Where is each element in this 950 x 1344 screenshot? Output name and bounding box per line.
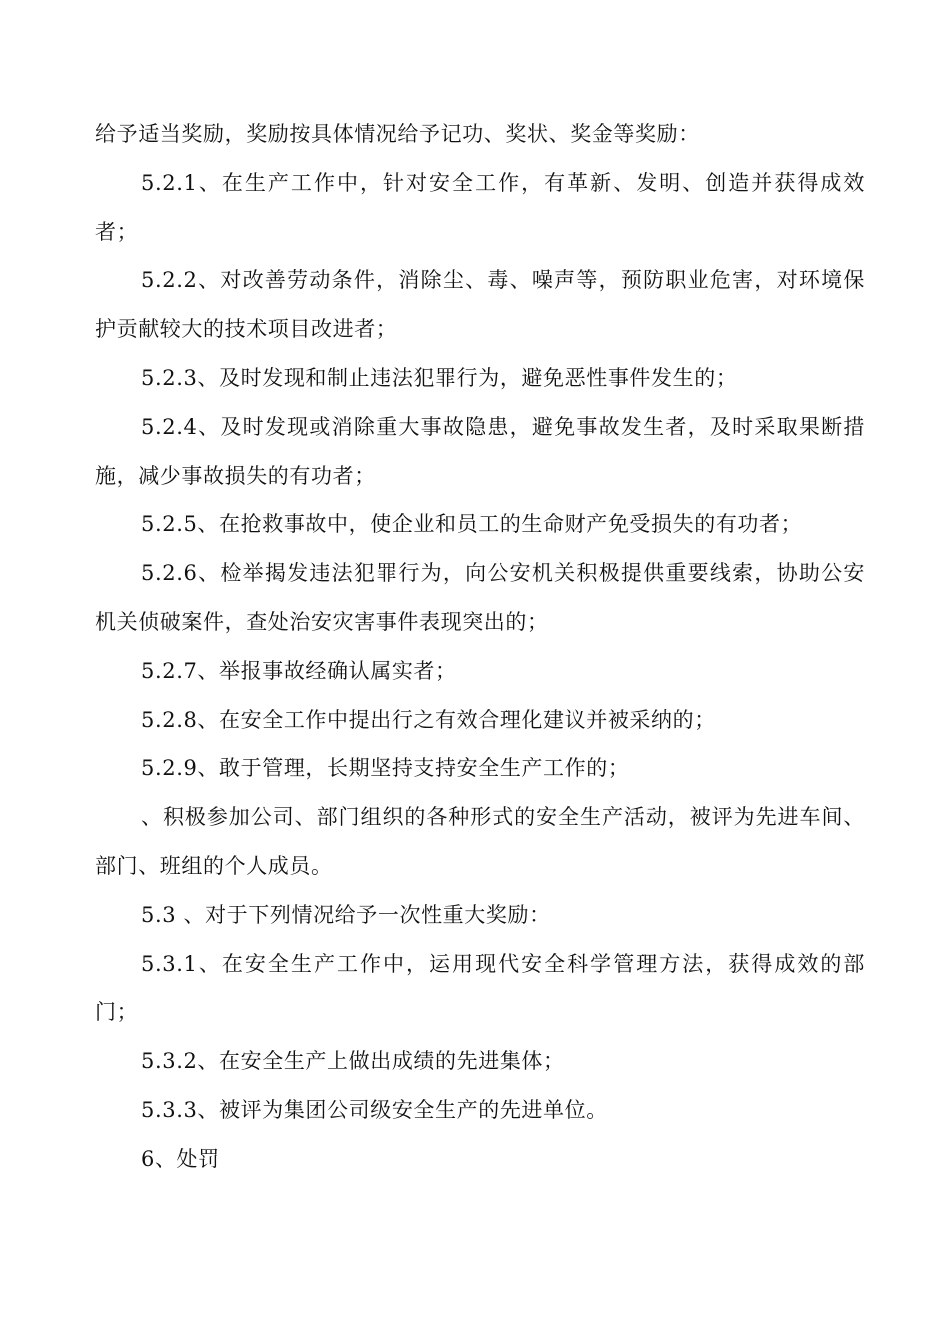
paragraph-5-2-4: 5.2.4、及时发现或消除重大事故隐患，避免事故发生者，及时采取果断措施，减少事故损失的有功者； <box>95 414 865 488</box>
paragraph-5-3: 5.3 、对于下列情况给予一次性重大奖励： <box>141 902 551 927</box>
paragraph-5-2-3: 5.2.3、及时发现和制止违法犯罪行为，避免恶性事件发生的； <box>141 365 738 390</box>
document-body <box>95 110 865 1184</box>
paragraph-5-3-2: 5.3.2、在安全生产上做出成绩的先进集体； <box>141 1049 565 1074</box>
paragraph-5-3-1: 5.3.1、在安全生产工作中，运用现代安全科学管理方法，获得成效的部门； <box>95 951 865 1025</box>
paragraph-activity-participation: 、积极参加公司、部门组织的各种形式的安全生产活动，被评为先进车间、部门、班组的个人成员。 <box>95 805 865 878</box>
paragraph-reward-intro: 给予适当奖励，奖励按具体情况给予记功、奖状、奖金等奖励： <box>95 122 700 146</box>
paragraph-5-2-1: 5.2.1、在生产工作中，针对安全工作，有革新、发明、创造并获得成效者； <box>95 170 865 244</box>
paragraph-5-2-7: 5.2.7、举报事故经确认属实者； <box>141 658 457 683</box>
section-heading-penalty: 6、处罚 <box>141 1146 220 1171</box>
paragraph-5-2-2: 5.2.2、对改善劳动条件，消除尘、毒、噪声等，预防职业危害，对环境保护贡献较大的技术项目改进者； <box>95 268 865 342</box>
paragraph-5-2-8: 5.2.8、在安全工作中提出行之有效合理化建议并被采纳的； <box>141 707 716 732</box>
paragraph-5-2-5: 5.2.5、在抢救事故中，使企业和员工的生命财产免受损失的有功者； <box>141 512 803 537</box>
paragraph-5-3-3: 5.3.3、被评为集团公司级安全生产的先进单位。 <box>141 1097 608 1122</box>
paragraph-5-2-9: 5.2.9、敢于管理，长期坚持支持安全生产工作的； <box>141 756 630 781</box>
paragraph-5-2-6: 5.2.6、检举揭发违法犯罪行为，向公安机关积极提供重要线索，协助公安机关侦破案件，查处治安灾害事件表现突出的； <box>95 561 865 634</box>
